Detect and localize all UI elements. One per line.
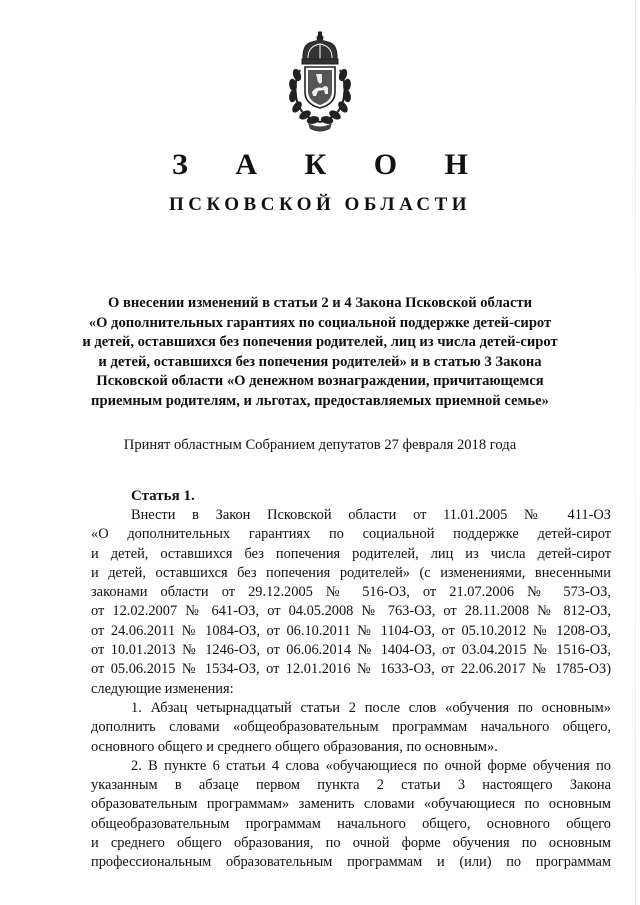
article-line: от 12.02.2007 № 641-ОЗ, от 04.05.2008 № 763-ОЗ, от 28.11.2008 № 812-ОЗ,: [91, 603, 611, 620]
scan-edge: [635, 0, 636, 905]
subject-line: приемным родителям, и льготах, предоставляемых приемной семье»: [91, 392, 549, 409]
article-line: «О дополнительных гарантиях по социальной поддержке детей-сирот: [91, 526, 611, 543]
article-line: от 05.06.2015 № 1534-ОЗ, от 12.01.2016 № 1633-ОЗ, от 22.06.2017 № 1785-ОЗ): [91, 661, 611, 678]
article-line: от 24.06.2011 № 1084-ОЗ, от 06.10.2011 № 1104-ОЗ, от 05.10.2012 № 1208-ОЗ,: [91, 622, 611, 639]
article-line: 2. В пункте 6 статьи 4 слова «обучающиеся по очной форме обучения по: [131, 757, 611, 774]
article-line: и среднего общего образования, по очной форме обучения по основным: [91, 835, 611, 852]
article-line: дополнить словами «общеобразовательным программам начального общего,: [91, 719, 611, 736]
article-line: общеобразовательным программам начального общего, основного общего: [91, 815, 611, 832]
article-line: и детей, оставшихся без попечения родителей, лиц из числа детей-сирот: [91, 545, 611, 562]
article-heading: Статья 1.: [131, 488, 195, 504]
article-body: [91, 506, 611, 873]
article-line: профессиональным образовательным программам и (или) по программам: [91, 854, 611, 871]
subject-line: О внесении изменений в статьи 2 и 4 Закона Псковской области: [107, 295, 533, 311]
document-subtitle: ПСКОВСКОЙ ОБЛАСТИ: [168, 194, 472, 215]
article-line: и детей, оставшихся без попечения родителей» (с изменениями, внесенными: [91, 564, 611, 581]
article-line: от 10.01.2013 № 1246-ОЗ, от 06.06.2014 № 1404-ОЗ, от 03.04.2015 № 1516-ОЗ,: [91, 642, 611, 659]
coat-of-arms-icon: [270, 30, 370, 135]
subject-line: и детей, оставшихся без попечения родителей» и в статью 3 Закона: [98, 353, 542, 370]
article-line: 1. Абзац четырнадцатый статьи 2 после слов «обучения по основным»: [131, 699, 611, 716]
article-line: образовательным программам» заменить словами «обучающиеся по основным: [91, 796, 611, 813]
article-line: законами области от 29.12.2005 № 516-ОЗ, от 21.07.2006 № 573-ОЗ,: [91, 584, 611, 601]
adoption-statement: Принят областным Собранием депутатов 27 февраля 2018 года: [123, 437, 517, 453]
article-line: следующие изменения:: [91, 680, 234, 697]
subject-line: Псковской области «О денежном вознаграждении, причитающемся: [96, 373, 544, 389]
subject-line: и детей, оставшихся без попечения родителей, лиц из числа детей-сирот: [82, 334, 558, 350]
article-line: Внести в Закон Псковской области от 11.01.2005 № 411-ОЗ: [131, 507, 611, 523]
law-subject: [80, 294, 560, 411]
article-line: указанным в абзаце первом пункта 2 статьи 3 настоящего Закона: [91, 777, 611, 794]
article-line: основного общего и среднего общего образования, по основным».: [91, 738, 498, 755]
document-title: З А К О Н: [172, 148, 488, 181]
subject-line: «О дополнительных гарантиях по социальной поддержке детей-сирот: [88, 314, 552, 331]
